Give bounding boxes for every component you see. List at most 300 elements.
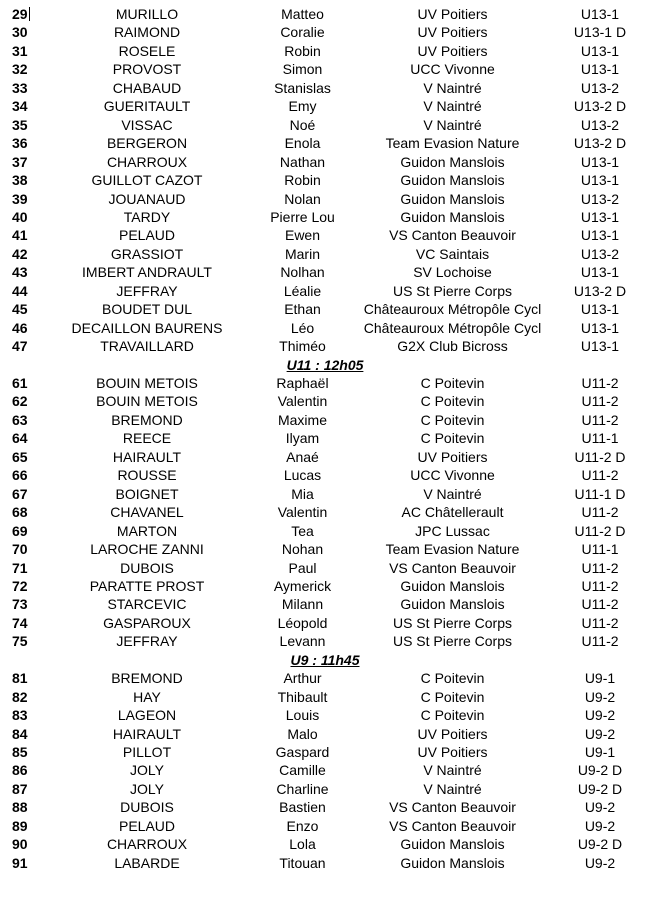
club-name-text: VS Canton Beauvoir: [389, 227, 516, 244]
last-name: [28, 540, 266, 558]
category: [550, 374, 650, 392]
last-name-text: HAY: [133, 688, 161, 705]
category-text: U13-1: [580, 172, 620, 189]
bib-number-text: 37: [12, 153, 28, 170]
category-text: U11-2: [581, 559, 619, 576]
club-name: [355, 60, 550, 78]
bib-number: [12, 743, 28, 761]
rider-row: [0, 319, 656, 337]
club-name-text: UCC Vivonne: [410, 61, 495, 78]
bib-number: [12, 798, 28, 816]
last-name-text: JEFFRAY: [116, 633, 178, 650]
last-name-text: BREMOND: [111, 411, 183, 428]
first-name-text: Gaspard: [275, 744, 330, 760]
last-name: [28, 153, 266, 171]
first-name: [245, 392, 360, 410]
club-name-text: UCC Vivonne: [410, 467, 495, 484]
category-text: U13-2: [580, 245, 620, 262]
bib-number-text: 86: [12, 762, 28, 779]
rider-row: [0, 485, 656, 503]
bib-number-text: 29: [12, 6, 28, 22]
rider-row: [0, 226, 656, 244]
category: [550, 171, 650, 189]
category-text: U11-2 D: [574, 448, 626, 465]
category: [550, 632, 650, 650]
bib-number-text: 46: [12, 319, 28, 336]
bib-number: [12, 60, 28, 78]
rider-row: [0, 429, 656, 447]
last-name-text: JOLY: [130, 780, 164, 797]
bib-number: [12, 761, 28, 779]
category-text: U9-2: [584, 725, 616, 742]
bib-number-text: 85: [12, 744, 28, 760]
last-name-text: CHABAUD: [112, 79, 182, 96]
category-text: U9-2 D: [577, 762, 623, 779]
first-name-text: Titouan: [279, 854, 326, 871]
bib-number: [12, 134, 28, 152]
bib-number-text: 41: [12, 227, 28, 244]
category: [550, 23, 650, 41]
bib-number-text: 91: [12, 854, 28, 871]
category-text: U9-2: [584, 688, 616, 705]
first-name-text: Léopold: [277, 614, 328, 631]
last-name-text: DECAILLON BAURENS: [71, 319, 223, 336]
last-name: [28, 595, 266, 613]
club-name: [355, 466, 550, 484]
bib-number-text: 72: [12, 577, 28, 594]
category: [550, 835, 650, 853]
rider-row: [0, 522, 656, 540]
category: [550, 79, 650, 97]
first-name-text: Nolan: [284, 190, 321, 207]
club-name-text: UV Poitiers: [417, 6, 488, 22]
last-name-text: PELAUD: [118, 817, 176, 834]
category: [550, 5, 650, 23]
club-name: [355, 559, 550, 577]
club-name-text: Guidon Manslois: [400, 208, 505, 225]
club-name: [355, 669, 550, 687]
category-text: U13-1: [580, 264, 620, 281]
category-text: U11-2: [581, 504, 619, 521]
category: [550, 780, 650, 798]
last-name-text: RAIMOND: [113, 24, 181, 41]
bib-number-text: 47: [12, 338, 28, 355]
last-name-text: CHARROUX: [106, 836, 188, 853]
first-name-text: Thibault: [277, 688, 328, 705]
last-name: [28, 263, 266, 281]
rider-row: [0, 798, 656, 816]
bib-number: [12, 300, 28, 318]
last-name-text: JOLY: [130, 762, 164, 779]
rider-row: [0, 282, 656, 300]
club-name-text: V Naintré: [423, 79, 482, 96]
club-name: [355, 23, 550, 41]
last-name-text: BOUDET DUL: [102, 301, 192, 318]
club-name: [355, 116, 550, 134]
first-name: [245, 503, 360, 521]
first-name: [245, 798, 360, 816]
club-name: [355, 42, 550, 60]
club-name-text: C Poitevin: [420, 707, 485, 724]
last-name: [28, 429, 266, 447]
category: [550, 725, 650, 743]
category-text: U11-2: [581, 375, 619, 391]
last-name: [28, 780, 266, 798]
bib-number: [12, 263, 28, 281]
first-name: [245, 485, 360, 503]
first-name: [245, 559, 360, 577]
club-name: [355, 522, 550, 540]
first-name-text: Lola: [289, 836, 316, 853]
bib-number-text: 31: [12, 42, 28, 59]
rider-row: [0, 190, 656, 208]
first-name: [245, 540, 360, 558]
club-name: [355, 97, 550, 115]
last-name-text: TRAVAILLARD: [100, 338, 194, 355]
club-name-text: Guidon Manslois: [400, 190, 505, 207]
category: [550, 522, 650, 540]
first-name: [245, 245, 360, 263]
club-name: [355, 374, 550, 392]
club-name-text: V Naintré: [423, 98, 482, 115]
bib-number-text: 34: [12, 98, 28, 115]
club-name: [355, 798, 550, 816]
club-name: [355, 153, 550, 171]
first-name-text: Thiméo: [279, 338, 326, 355]
first-name: [245, 319, 360, 337]
rider-row: [0, 97, 656, 115]
first-name: [245, 116, 360, 134]
category: [550, 282, 650, 300]
last-name: [28, 411, 266, 429]
last-name: [28, 282, 266, 300]
bib-number: [12, 817, 28, 835]
first-name: [245, 60, 360, 78]
club-name: [355, 319, 550, 337]
first-name-text: Valentin: [277, 393, 328, 410]
last-name: [28, 466, 266, 484]
category-text: U13-1: [580, 208, 620, 225]
club-name-text: JPC Lussac: [415, 522, 490, 539]
last-name-text: LAGEON: [117, 707, 177, 724]
first-name: [245, 835, 360, 853]
first-name: [245, 429, 360, 447]
last-name: [28, 171, 266, 189]
first-name: [245, 577, 360, 595]
first-name: [245, 448, 360, 466]
category: [550, 153, 650, 171]
rider-row: [0, 743, 656, 761]
category: [550, 688, 650, 706]
last-name-text: JOUANAUD: [108, 190, 186, 207]
category-text: U9-2: [584, 817, 616, 834]
last-name: [28, 835, 266, 853]
club-name: [355, 190, 550, 208]
last-name-text: PARATTE PROST: [89, 577, 205, 594]
club-name: [355, 854, 550, 872]
rider-row: [0, 153, 656, 171]
rider-row: [0, 60, 656, 78]
last-name: [28, 503, 266, 521]
category-text: U11-1: [581, 430, 619, 447]
rider-row: [0, 614, 656, 632]
first-name: [245, 706, 360, 724]
bib-number: [12, 448, 28, 466]
club-name: [355, 817, 550, 835]
last-name: [28, 319, 266, 337]
last-name-text: GRASSIOT: [110, 245, 184, 262]
bib-number: [12, 540, 28, 558]
bib-number-text: 43: [12, 264, 28, 281]
category-text: U11-2: [581, 614, 619, 631]
last-name: [28, 448, 266, 466]
category-text: U13-1: [580, 227, 620, 244]
first-name-text: Nohan: [281, 541, 324, 558]
first-name-text: Arthur: [283, 670, 322, 687]
rider-row: [0, 134, 656, 152]
rider-row: [0, 632, 656, 650]
first-name: [245, 23, 360, 41]
bib-number: [12, 245, 28, 263]
club-name: [355, 835, 550, 853]
bib-number-text: 68: [12, 504, 28, 521]
rider-row: [0, 688, 656, 706]
first-name: [245, 669, 360, 687]
first-name: [245, 374, 360, 392]
bib-number: [12, 153, 28, 171]
rider-row: [0, 761, 656, 779]
club-name-text: VS Canton Beauvoir: [389, 799, 516, 816]
first-name: [245, 632, 360, 650]
category-text: U13-2: [580, 190, 620, 207]
first-name-text: Malo: [287, 725, 318, 742]
category: [550, 116, 650, 134]
category: [550, 300, 650, 318]
last-name-text: BOUIN METOIS: [96, 393, 198, 410]
category: [550, 208, 650, 226]
first-name-text: Coralie: [280, 24, 325, 41]
first-name-text: Maxime: [277, 411, 327, 428]
club-name: [355, 706, 550, 724]
bib-number-text: 40: [12, 208, 28, 225]
bib-number: [12, 485, 28, 503]
rider-row: [0, 245, 656, 263]
category: [550, 540, 650, 558]
bib-number: [12, 725, 28, 743]
last-name: [28, 725, 266, 743]
rider-row: [0, 669, 656, 687]
bib-number: [12, 632, 28, 650]
club-name: [355, 300, 550, 318]
bib-number: [12, 392, 28, 410]
category-text: U11-2: [581, 596, 619, 613]
category: [550, 577, 650, 595]
category-header-label: U9 : 11h45: [290, 651, 360, 668]
rider-row: [0, 595, 656, 613]
club-name-text: Team Evasion Nature: [385, 135, 520, 152]
club-name-text: UV Poitiers: [417, 42, 488, 59]
club-name: [355, 761, 550, 779]
club-name-text: C Poitevin: [420, 393, 485, 410]
first-name-text: Marin: [284, 245, 320, 262]
last-name-text: BOIGNET: [115, 485, 179, 502]
bib-number: [12, 5, 30, 23]
last-name: [28, 854, 266, 872]
last-name-text: JEFFRAY: [116, 282, 178, 299]
bib-number: [12, 595, 28, 613]
last-name: [28, 79, 266, 97]
bib-number-text: 62: [12, 393, 28, 410]
bib-number: [12, 337, 28, 355]
bib-number-text: 74: [12, 614, 28, 631]
category-header: [0, 651, 656, 669]
category: [550, 319, 650, 337]
club-name: [355, 577, 550, 595]
bib-number-text: 83: [12, 707, 28, 724]
first-name: [245, 761, 360, 779]
first-name: [245, 190, 360, 208]
first-name-text: Camille: [279, 762, 326, 779]
first-name-text: Stanislas: [274, 79, 331, 96]
category: [550, 429, 650, 447]
last-name: [28, 5, 266, 23]
first-name: [245, 780, 360, 798]
club-name: [355, 263, 550, 281]
category: [550, 190, 650, 208]
club-name: [355, 245, 550, 263]
category-text: U13-2 D: [573, 135, 627, 152]
category-text: U9-2 D: [577, 780, 623, 797]
rider-row: [0, 466, 656, 484]
club-name-text: VS Canton Beauvoir: [389, 817, 516, 834]
first-name-text: Ilyam: [285, 430, 320, 447]
last-name: [28, 632, 266, 650]
last-name-text: GUILLOT CAZOT: [91, 172, 203, 189]
bib-number-text: 88: [12, 799, 28, 816]
bib-number-text: 70: [12, 541, 28, 558]
last-name: [28, 522, 266, 540]
category-text: U13-1 D: [573, 24, 627, 41]
club-name-text: Guidon Manslois: [400, 836, 505, 853]
bib-number: [12, 226, 28, 244]
club-name: [355, 503, 550, 521]
category: [550, 448, 650, 466]
club-name: [355, 79, 550, 97]
club-name-text: Châteauroux Métropôle Cycl: [363, 301, 542, 318]
first-name: [245, 226, 360, 244]
category-text: U11-2: [581, 467, 619, 484]
last-name-text: DUBOIS: [120, 799, 174, 816]
club-name-text: C Poitevin: [420, 375, 485, 391]
last-name: [28, 42, 266, 60]
club-name: [355, 725, 550, 743]
last-name: [28, 577, 266, 595]
category: [550, 392, 650, 410]
last-name: [28, 337, 266, 355]
category: [550, 706, 650, 724]
bib-number: [12, 614, 28, 632]
category-text: U13-1: [580, 61, 620, 78]
category: [550, 466, 650, 484]
bib-number-text: 90: [12, 836, 28, 853]
last-name-text: GASPAROUX: [103, 614, 191, 631]
bib-number-text: 66: [12, 467, 28, 484]
bib-number: [12, 706, 28, 724]
club-name-text: C Poitevin: [420, 670, 485, 687]
club-name-text: VC Saintais: [415, 245, 490, 262]
last-name: [28, 60, 266, 78]
first-name-text: Emy: [288, 98, 317, 115]
club-name-text: Guidon Manslois: [400, 153, 505, 170]
first-name: [245, 282, 360, 300]
category: [550, 263, 650, 281]
first-name-text: Louis: [285, 707, 320, 724]
category-text: U13-1: [580, 338, 620, 355]
category: [550, 485, 650, 503]
last-name: [28, 485, 266, 503]
rider-row: [0, 392, 656, 410]
last-name: [28, 614, 266, 632]
rider-row: [0, 706, 656, 724]
first-name-text: Valentin: [277, 504, 328, 521]
rider-row: [0, 300, 656, 318]
first-name: [245, 466, 360, 484]
bib-number-text: 81: [12, 670, 28, 687]
category-header-label: U11 : 12h05: [286, 356, 364, 373]
first-name: [245, 595, 360, 613]
first-name-text: Nolhan: [280, 264, 325, 281]
category: [550, 595, 650, 613]
category-text: U9-2: [584, 854, 616, 871]
category: [550, 669, 650, 687]
club-name: [355, 226, 550, 244]
club-name-text: UV Poitiers: [417, 744, 488, 760]
bib-number-text: 64: [12, 430, 28, 447]
last-name-text: MARTON: [116, 522, 178, 539]
category-text: U13-2: [580, 116, 620, 133]
club-name-text: UV Poitiers: [417, 448, 488, 465]
category: [550, 743, 650, 761]
category-text: U9-2: [584, 707, 616, 724]
category-text: U11-2: [581, 411, 619, 428]
category: [550, 854, 650, 872]
club-name-text: Guidon Manslois: [400, 577, 505, 594]
category: [550, 97, 650, 115]
club-name: [355, 780, 550, 798]
first-name: [245, 300, 360, 318]
first-name: [245, 725, 360, 743]
category: [550, 245, 650, 263]
bib-number-text: 61: [12, 375, 28, 391]
last-name: [28, 374, 266, 392]
last-name-text: LAROCHE ZANNI: [90, 541, 204, 558]
bib-number-text: 38: [12, 172, 28, 189]
club-name-text: Team Evasion Nature: [385, 541, 520, 558]
category-text: U11-2: [581, 577, 619, 594]
rider-row: [0, 725, 656, 743]
bib-number-text: 35: [12, 116, 28, 133]
last-name-text: IMBERT ANDRAULT: [82, 264, 212, 281]
club-name-text: SV Lochoise: [413, 264, 492, 281]
first-name-text: Simon: [282, 61, 323, 78]
bib-number-text: 44: [12, 282, 28, 299]
bib-number: [12, 466, 28, 484]
bib-number-text: 67: [12, 485, 28, 502]
first-name-text: Aymerick: [273, 577, 332, 594]
last-name-text: ROUSSE: [117, 467, 177, 484]
club-name-text: US St Pierre Corps: [392, 282, 513, 299]
club-name: [355, 208, 550, 226]
